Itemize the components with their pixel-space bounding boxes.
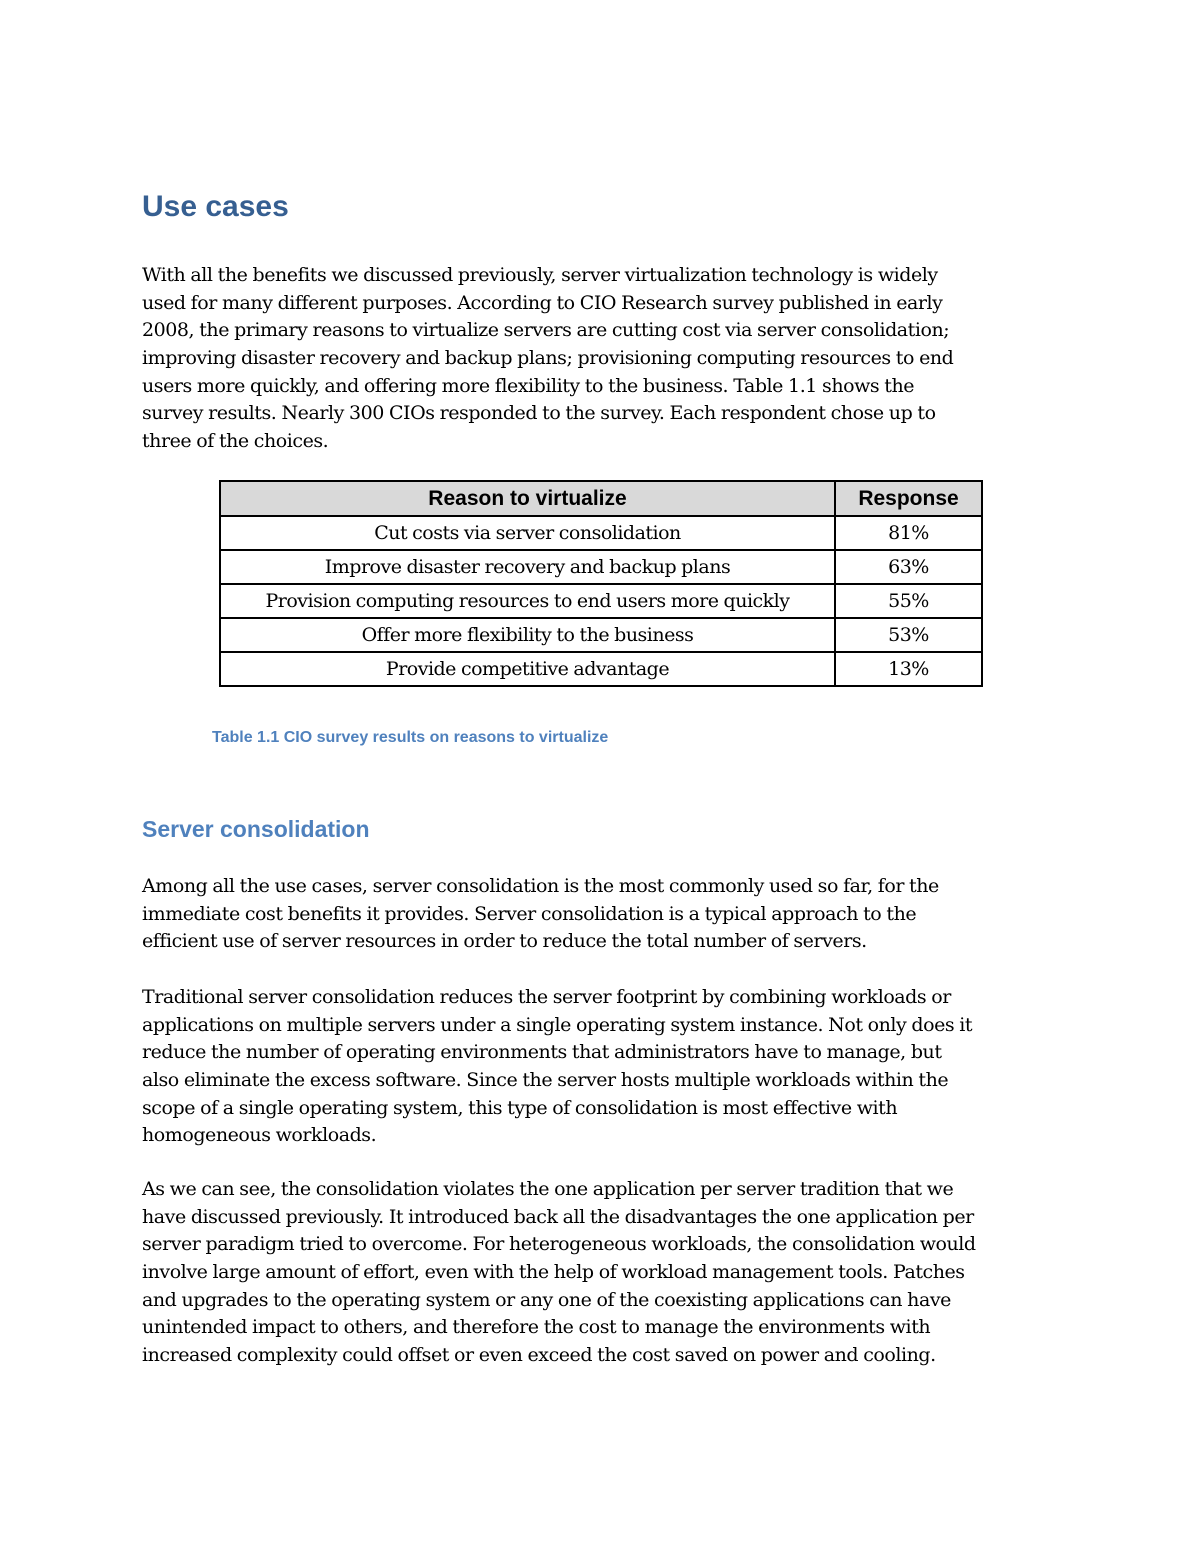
section-heading-server-consolidation: Server consolidation [142,816,370,842]
consolidation-paragraph-1 [142,873,1072,956]
intro-paragraph [142,262,1072,456]
table-header-row [220,481,982,516]
table-row [220,618,982,652]
text-line: Traditional server consolidation reduces the server footprint by combining workloads or [142,986,951,1008]
response-cell: 81% [835,516,982,550]
text-line: efficient use of server resources in order to reduce the total number of servers. [142,930,867,953]
text-line: With all the benefits we discussed previously, server virtualization technology is widely [142,264,938,286]
text-line: scope of a single operating system, this type of consolidation is most effective with [142,1096,898,1119]
text-line: improving disaster recovery and backup plans; provisioning computing resources to end [142,347,954,370]
reason-cell: Offer more flexibility to the business [220,618,835,652]
text-line: applications on multiple servers under a single operating system instance. Not only does it [142,1013,973,1036]
text-line: 2008, the primary reasons to virtualize servers are cutting cost via server consolidation; [142,319,950,342]
text-line: and upgrades to the operating system or any one of the coexisting applications can have [142,1288,951,1311]
text-line: server paradigm tried to overcome. For heterogeneous workloads, the consolidation would [142,1233,976,1256]
table-row [220,584,982,618]
text-line: also eliminate the excess software. Since the server hosts multiple workloads within the [142,1069,949,1092]
reason-cell: Improve disaster recovery and backup plans [220,550,835,584]
column-header-reason: Reason to virtualize [220,481,835,516]
reason-cell: Cut costs via server consolidation [220,516,835,550]
response-cell: 63% [835,550,982,584]
text-line: three of the choices. [142,430,329,453]
text-line: survey results. Nearly 300 CIOs responded to the survey. Each respondent chose up to [142,402,936,425]
table-row [220,516,982,550]
text-line: unintended impact to others, and therefore the cost to manage the environments with [142,1316,931,1339]
table-caption: Table 1.1 CIO survey results on reasons to virtualize [212,729,609,746]
text-line: Among all the use cases, server consolidation is the most commonly used so far, for the [142,875,939,897]
consolidation-paragraph-2 [142,984,1072,1150]
response-cell: 55% [835,584,982,618]
reason-cell: Provision computing resources to end users more quickly [220,584,835,618]
text-line: used for many different purposes. According to CIO Research survey published in early [142,291,943,314]
section-heading-use-cases: Use cases [142,190,289,223]
survey-results-table [219,480,983,687]
response-cell: 13% [835,652,982,686]
text-line: reduce the number of operating environments that administrators have to manage, but [142,1041,942,1064]
text-line: users more quickly, and offering more flexibility to the business. Table 1.1 shows the [142,374,915,397]
response-cell: 53% [835,618,982,652]
text-line: involve large amount of effort, even with the help of workload management tools. Patches [142,1261,965,1284]
text-line: immediate cost benefits it provides. Server consolidation is a typical approach to the [142,902,917,925]
text-line: As we can see, the consolidation violates the one application per server tradition that we [142,1178,954,1200]
text-line: increased complexity could offset or even exceed the cost saved on power and cooling. [142,1344,936,1367]
table-row [220,652,982,686]
text-line: homogeneous workloads. [142,1124,377,1147]
reason-cell: Provide competitive advantage [220,652,835,686]
column-header-response: Response [835,481,982,516]
consolidation-paragraph-3 [142,1176,1072,1370]
table-row [220,550,982,584]
text-line: have discussed previously. It introduced back all the disadvantages the one application per [142,1205,974,1228]
